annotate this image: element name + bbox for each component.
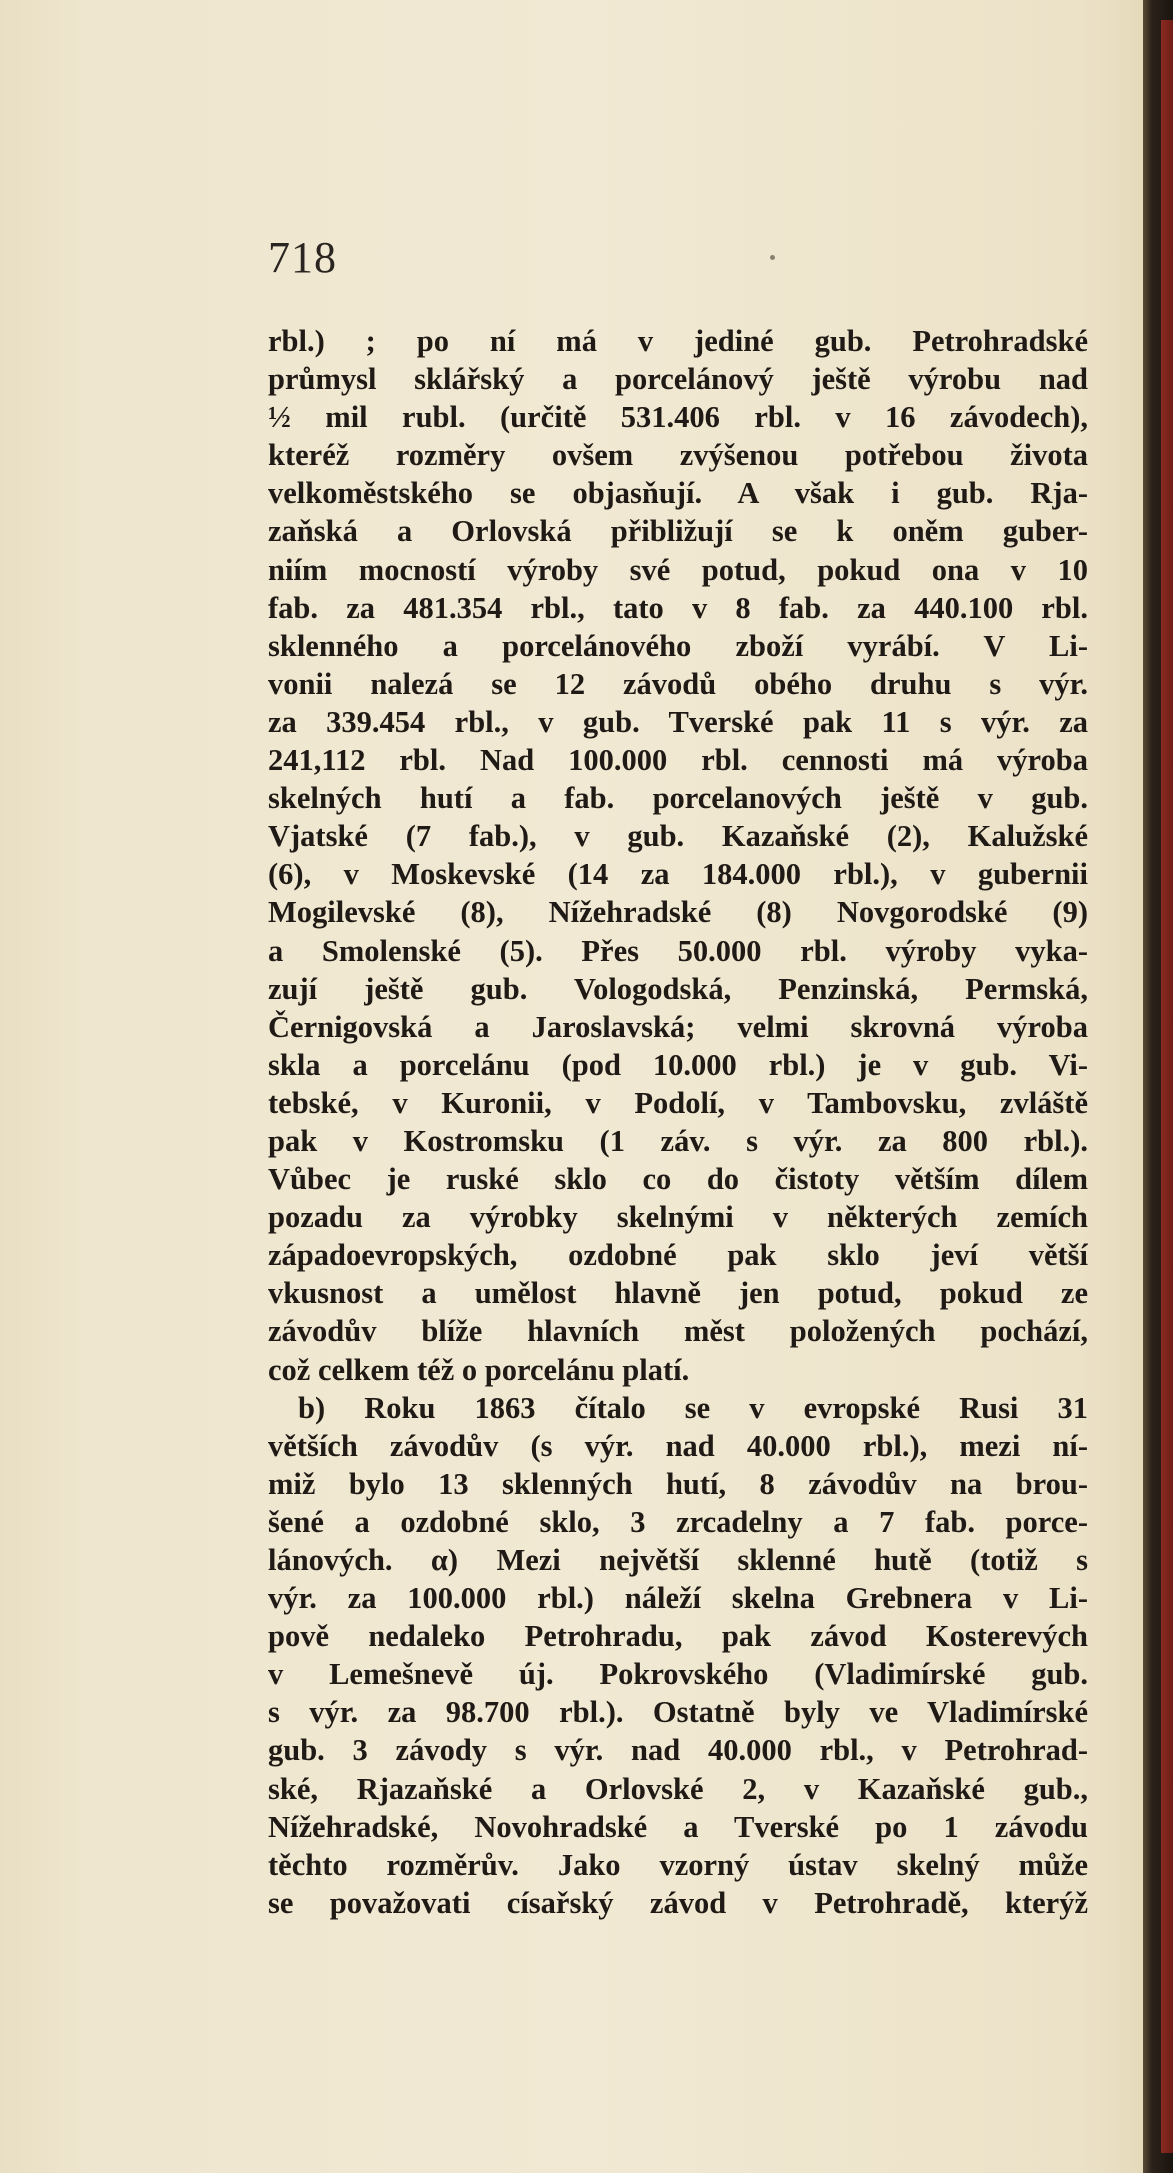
text-line: fab. za 481.354 rbl., tato v 8 fab. za 440.100 rbl. — [268, 590, 1088, 625]
text-line: za 339.454 rbl., v gub. Tverské pak 11 s výr. za — [268, 704, 1088, 739]
text-line: západoevropských, ozdobné pak sklo jeví větší — [268, 1238, 1088, 1273]
text-line: ½ mil rubl. (určitě 531.406 rbl. v 16 závodech), — [268, 400, 1088, 435]
text-line: zují ještě gub. Vologodská, Penzinská, Permská, — [268, 971, 1088, 1006]
text-line: lánových. α) Mezi největší sklenné hutě (totiž s — [268, 1543, 1088, 1577]
text-line: Nížehradské, Novohradské a Tverské po 1 závodu — [268, 1809, 1088, 1844]
text-line: b) Roku 1863 čítalo se v evropské Rusi 31 — [298, 1390, 1088, 1425]
text-line: tebské, v Kuronii, v Podolí, v Tambovsku, zvláště — [268, 1085, 1088, 1120]
text-line: pak v Kostromsku (1 záv. s výr. za 800 rbl.). — [268, 1123, 1088, 1158]
text-line: sklenného a porcelánového zboží vyrábí. V Li- — [268, 628, 1088, 663]
text-line: větších závodův (s výr. nad 40.000 rbl.), mezi ní- — [268, 1428, 1088, 1463]
text-line: (6), v Moskevské (14 za 184.000 rbl.), v gubernii — [268, 857, 1088, 892]
text-line: rbl.) ; po ní má v jediné gub. Petrohradské — [268, 324, 1088, 358]
text-line: a Smolenské (5). Přes 50.000 rbl. výroby vyka- — [268, 933, 1088, 968]
text-line: závodův blíže hlavních měst položených pochází, — [268, 1314, 1088, 1349]
text-line: velkoměstského se objasňují. A však i gub. Rja- — [268, 476, 1088, 511]
text-line: 241,112 rbl. Nad 100.000 rbl. cennosti má výroba — [268, 743, 1088, 778]
body-text — [268, 322, 1088, 1922]
text-line: kteréž rozměry ovšem zvýšenou potřebou života — [268, 438, 1088, 473]
text-line: niím mocností výroby své potud, pokud ona v 10 — [268, 552, 1088, 587]
text-line: Vjatské (7 fab.), v gub. Kazaňské (2), Kalužské — [268, 819, 1088, 854]
text-line: v Lemešnevě új. Pokrovského (Vladimírské gub. — [268, 1657, 1088, 1692]
text-line: Vůbec je ruské sklo co do čistoty větším dílem — [268, 1162, 1088, 1197]
text-line: vkusnost a umělost hlavně jen potud, pokud ze — [268, 1276, 1088, 1311]
text-line: skelných hutí a fab. porcelanových ještě v gub. — [268, 781, 1088, 816]
page-number: 718 — [268, 233, 337, 282]
text-line: výr. za 100.000 rbl.) náleží skelna Grebnera v Li- — [268, 1581, 1088, 1616]
text-line: Černigovská a Jaroslavská; velmi skrovná výroba — [268, 1009, 1088, 1044]
text-line: pozadu za výrobky skelnými v některých zemích — [268, 1200, 1088, 1235]
ink-speck — [770, 255, 775, 260]
text-line: s výr. za 98.700 rbl.). Ostatně byly ve Vladimírské — [268, 1695, 1088, 1730]
text-line: těchto rozměrův. Jako vzorný ústav skelný může — [268, 1847, 1088, 1882]
text-line: průmysl sklářský a porcelánový ještě výrobu nad — [268, 362, 1088, 397]
book-binding-edge — [1161, 20, 1173, 2153]
text-line: šené a ozdobné sklo, 3 zrcadelny a 7 fab. porce- — [268, 1504, 1088, 1539]
text-line: gub. 3 závody s výr. nad 40.000 rbl., v Petrohrad- — [268, 1733, 1088, 1768]
text-line: zaňská a Orlovská přibližují se k oněm guber- — [268, 514, 1088, 549]
text-line: ské, Rjazaňské a Orlovské 2, v Kazaňské gub., — [268, 1771, 1088, 1806]
text-line: skla a porcelánu (pod 10.000 rbl.) je v gub. Vi- — [268, 1047, 1088, 1082]
text-line: vonii nalezá se 12 závodů obého druhu s výr. — [268, 666, 1088, 701]
text-line: miž bylo 13 sklenných hutí, 8 závodův na brou- — [268, 1466, 1088, 1501]
text-line: což celkem též o porcelánu platí. — [268, 1352, 690, 1387]
text-line: pově nedaleko Petrohradu, pak závod Kosterevých — [268, 1619, 1088, 1654]
text-line: se považovati císařský závod v Petrohradě, kterýž — [268, 1885, 1088, 1920]
text-line: Mogilevské (8), Nížehradské (8) Novgorodské (9) — [268, 895, 1088, 930]
